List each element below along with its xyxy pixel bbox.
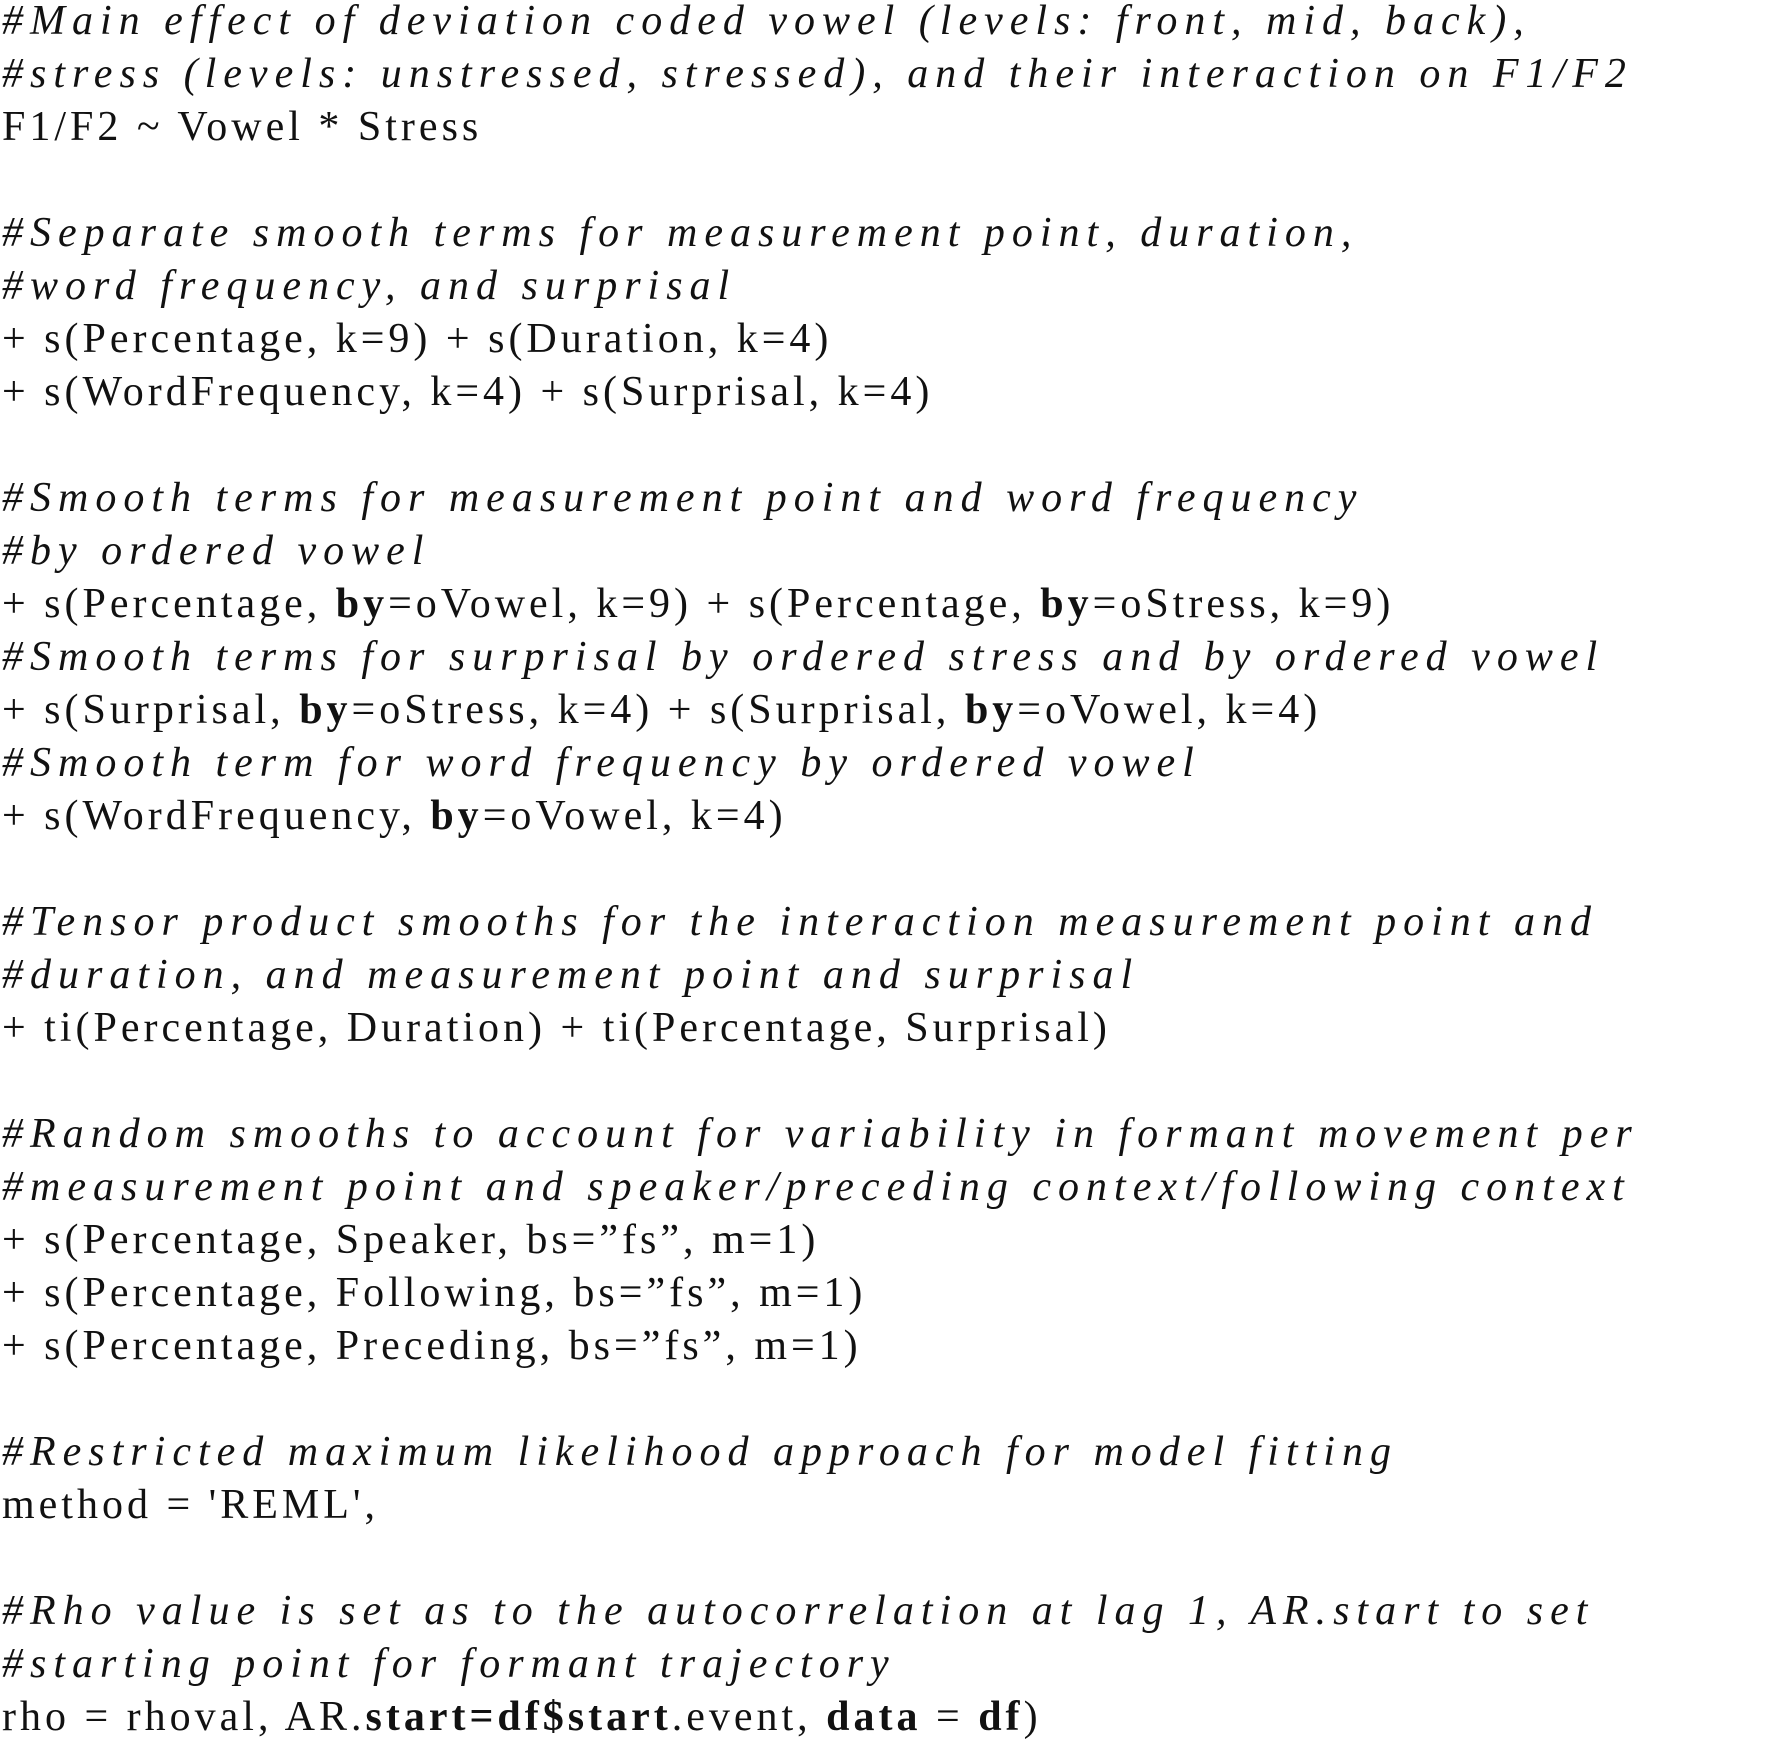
text-token: + s(Percentage, Following, bs=”fs”, m=1) [2,1270,867,1316]
text-token: .event, [671,1694,827,1740]
text-token: rho = rhoval, AR. [2,1694,366,1740]
code-line [2,689,1321,731]
text-token: #Rho value is set as to the autocorrelation at lag 1, AR.start to set [2,1588,1595,1634]
comment-line [2,1431,1398,1473]
text-token: #starting point for formant trajectory [2,1641,896,1687]
comment-line [2,954,1139,996]
text-token: ) [1023,1694,1042,1740]
code-line [2,1219,819,1261]
text-token: =oVowel, k=4) [1017,687,1322,733]
keyword-token: start=df$start [365,1694,672,1740]
text-token: =oStress, k=9) [1092,581,1395,627]
comment-line [2,53,1633,95]
code-line [2,371,933,413]
text-token: + s(WordFrequency, k=4) + s(Surprisal, k=4) [2,369,934,415]
comment-line [2,636,1604,678]
text-token: + s(WordFrequency, [2,793,431,839]
code-line [2,318,832,360]
text-token: #duration, and measurement point and surprisal [2,952,1140,998]
text-token: =oVowel, k=9) + s(Percentage, [388,581,1041,627]
text-token: #measurement point and speaker/preceding context/following context [2,1164,1631,1210]
text-token: #Smooth terms for measurement point and word frequency [2,475,1364,521]
comment-line [2,265,736,307]
keyword-token: by [430,793,483,839]
keyword-token: data [826,1694,922,1740]
text-token: + s(Percentage, Preceding, bs=”fs”, m=1) [2,1323,862,1369]
comment-line [2,477,1363,519]
keyword-token: df [978,1694,1024,1740]
comment-line [2,1113,1639,1155]
text-token: #Main effect of deviation coded vowel (levels: front, mid, back), [2,0,1531,44]
text-token: #Smooth terms for surprisal by ordered stress and by ordered vowel [2,634,1605,680]
comment-line [2,1643,896,1685]
text-token: + s(Surprisal, [2,687,300,733]
code-line [2,106,482,148]
code-line [2,1272,866,1314]
text-token: #Restricted maximum likelihood approach for model fitting [2,1429,1398,1475]
text-token: + ti(Percentage, Duration) + ti(Percentage, Surprisal) [2,1005,1111,1051]
text-token: #stress (levels: unstressed, stressed), and their interaction on F1/F2 [2,51,1633,97]
code-line [2,795,787,837]
text-token: #Random smooths to account for variability in formant movement per [2,1111,1639,1157]
keyword-token: by [335,581,389,627]
text-token: =oStress, k=4) + s(Surprisal, [351,687,965,733]
code-line [2,1007,1111,1049]
text-token: #by ordered vowel [2,528,431,574]
comment-line [2,1166,1631,1208]
keyword-token: by [964,687,1018,733]
code-line [2,1325,862,1367]
code-line [2,1484,379,1526]
keyword-token: by [299,687,352,733]
comment-line [2,212,1358,254]
comment-line [2,1590,1594,1632]
comment-line [2,742,1201,784]
code-line [2,583,1394,625]
text-token: method = 'REML', [2,1482,379,1528]
text-token: #Separate smooth terms for measurement point, duration, [2,210,1359,256]
text-token: F1/F2 ~ Vowel * Stress [2,104,483,150]
comment-line [2,0,1531,42]
text-token: =oVowel, k=4) [482,793,787,839]
text-token: #Smooth term for word frequency by ordered vowel [2,740,1201,786]
keyword-token: by [1040,581,1093,627]
comment-line [2,901,1598,943]
text-token: + s(Percentage, k=9) + s(Duration, k=4) [2,316,833,362]
text-token: #word frequency, and surprisal [2,263,737,309]
text-token: + s(Percentage, Speaker, bs=”fs”, m=1) [2,1217,820,1263]
text-token: #Tensor product smooths for the interaction measurement point and [2,899,1598,945]
text-token: = [921,1694,979,1740]
text-token: + s(Percentage, [2,581,336,627]
comment-line [2,530,430,572]
